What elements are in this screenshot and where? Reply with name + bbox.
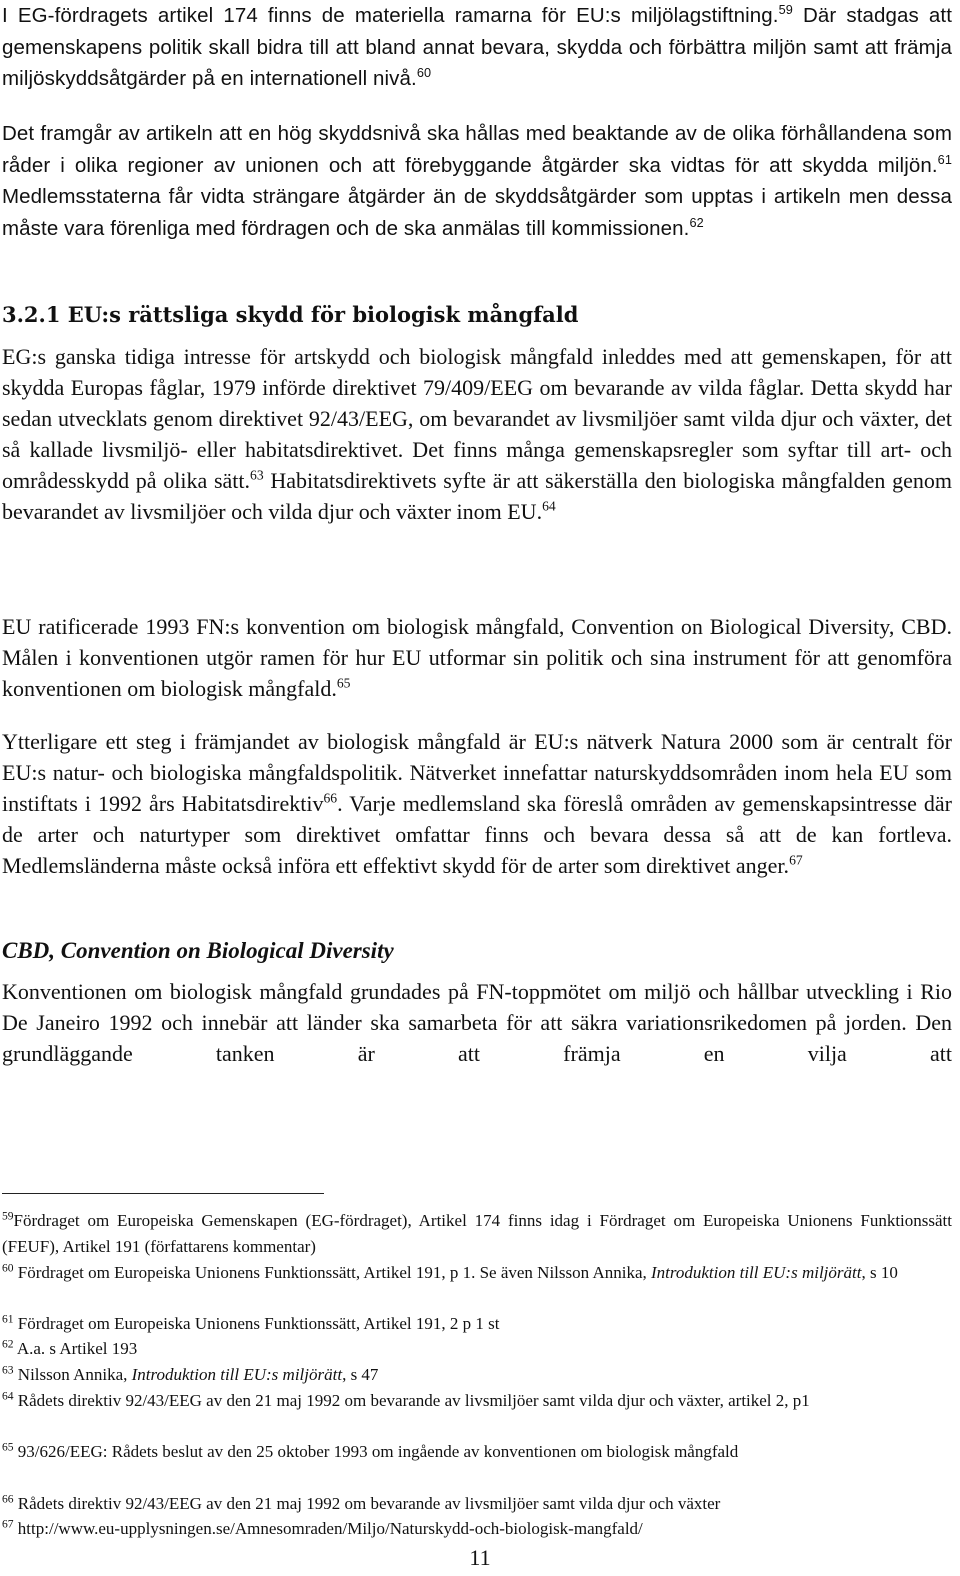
footnote-60	[2, 1260, 952, 1286]
footnote-63	[2, 1362, 952, 1388]
footnote-ref[interactable]: 66	[323, 790, 338, 806]
paragraph-text: Ytterligare ett steg i främjandet av biologisk mångfald är EU:s nätverk Natura 2000 som är centralt för EU:s natur- och biologiska mångfaldspolitik. Nätverket innefattar naturskyddsområden inom hela EU som instiftats i 1992 års Habitatsdirektiv	[2, 729, 952, 816]
paragraph-cbd-ratification	[2, 611, 952, 704]
footnote-number: 62	[2, 1337, 14, 1351]
footnote-text: , s 47	[342, 1365, 379, 1384]
page-number: 11	[469, 1545, 491, 1570]
footnote-number: 65	[2, 1440, 14, 1454]
section-heading: 3.2.1 EU:s rättsliga skydd för biologisk mångfald	[2, 302, 579, 327]
footnote-text: Fördraget om Europeiska Gemenskapen (EG-fördraget), Artikel 174 finns idag i Fördraget om Europeiska Unionens Funktionssätt (FEUF), Artikel 191 (författarens kommentar)	[2, 1211, 952, 1256]
paragraph-cbd-intro	[2, 976, 952, 1069]
footnote-59	[2, 1208, 952, 1260]
paragraph-text: I EG-fördragets artikel 174 finns de materiella ramarna för EU:s miljölagstiftning.	[2, 4, 779, 27]
footnote-65	[2, 1439, 952, 1465]
paragraph-text: EU ratificerade 1993 FN:s konvention om biologisk mångfald, Convention on Biological Diversity, CBD. Målen i konventionen utgör ramen för hur EU utformar sin politik och sina instrument för att genomföra konventionen om biologisk mångfald.	[2, 614, 952, 701]
footnote-text: Rådets direktiv 92/43/EEG av den 21 maj 1992 om bevarande av livsmiljöer samt vilda djur och växter	[13, 1494, 721, 1513]
footnote-text: A.a. s Artikel 193	[13, 1339, 138, 1358]
footnote-number: 60	[2, 1261, 14, 1275]
paragraph-natura-2000	[2, 726, 952, 881]
paragraph-text: Där stadgas att gemenskapens politik skall bidra till att bland annat bevara, skydda och förbättra miljön samt att främja miljöskyddsåtgärder på en internationell nivå.	[2, 4, 953, 90]
footnote-number: 61	[2, 1312, 14, 1326]
footnote-66	[2, 1491, 952, 1517]
footnote-text: 93/626/EEG: Rådets beslut av den 25 oktober 1993 om ingående av konventionen om biologisk mångfald	[13, 1442, 739, 1461]
footnote-ref[interactable]: 67	[789, 852, 803, 868]
footnote-text: Rådets direktiv 92/43/EEG av den 21 maj 1992 om bevarande av livsmiljöer samt vilda djur och växter, artikel 2, p1	[13, 1391, 810, 1410]
footnote-number: 67	[2, 1517, 14, 1531]
paragraph-artskydd	[2, 341, 952, 527]
footnote-text: Fördraget om Europeiska Unionens Funktionssätt, Artikel 191, p 1. Se även Nilsson Annika,	[13, 1263, 651, 1282]
paragraph-text: Det framgår av artikeln att en hög skyddsnivå ska hållas med beaktande av de olika förhållandena som råder i olika regioner av unionen och att förebyggande åtgärder ska vidtas för att skydda miljön.	[2, 122, 952, 177]
paragraph-text: Habitatsdirektivets syfte är att säkerställa den biologiska mångfalden genom bevarandet av livsmiljöer och vilda djur och växter inom EU.	[2, 468, 952, 524]
footnote-ref[interactable]: 62	[689, 214, 704, 230]
footnote-divider	[2, 1193, 324, 1194]
footnote-number: 66	[2, 1492, 14, 1506]
footnote-text: Fördraget om Europeiska Unionens Funktionssätt, Artikel 191, 2 p 1 st	[13, 1314, 500, 1333]
footnote-61	[2, 1311, 952, 1337]
paragraph-text: EG:s ganska tidiga intresse för artskydd och biologisk mångfald inleddes med att gemenskapen, för att skydda Europas fåglar, 1979 införde direktivet 79/409/EEG om bevarande av vilda fåglar. Detta skydd har sedan utvecklats genom direktivet 92/43/EEG, om bevarandet av livsmiljöer samt vilda djur och växter, det så kallade livsmiljö- eller habitatsdirektivet. Det finns många gemenskapsregler som syftar till art- och områdesskydd på olika sätt.	[2, 344, 952, 493]
footnote-ref[interactable]: 63	[250, 467, 264, 483]
footnote-link[interactable]: http://www.eu-upplysningen.se/Amnesomraden/Miljo/Naturskydd-och-biologisk-mangfald/	[13, 1519, 643, 1538]
footnote-book-title: Introduktion till EU:s miljörätt	[651, 1263, 862, 1282]
paragraph-skyddsniva	[2, 118, 952, 244]
footnote-62	[2, 1336, 952, 1362]
footnote-ref[interactable]: 60	[416, 65, 432, 81]
paragraph-eg-article-174	[2, 0, 952, 95]
footnote-book-title: Introduktion till EU:s miljörätt	[131, 1365, 343, 1384]
footnote-text: Nilsson Annika,	[13, 1365, 132, 1384]
footnote-number: 63	[2, 1363, 14, 1377]
footnote-ref[interactable]: 64	[542, 498, 556, 514]
paragraph-text: . Varje medlemsland ska föreslå områden av gemenskapsintresse där de arter och naturtyper som direktivet omfattar finns och bevara dessa så att de kan fortleva. Medlemsländerna måste också införa ett effektivt skydd för de arter som direktivet anger.	[2, 791, 952, 878]
footnote-number: 64	[2, 1389, 14, 1403]
footnote-67	[2, 1516, 952, 1542]
footnote-text: , s 10	[861, 1263, 898, 1282]
paragraph-text: Konventionen om biologisk mångfald grundades på FN-toppmötet om miljö och hållbar utveckling i Rio De Janeiro 1992 och innebär att länder ska samarbeta för att säkra variationsrikedomen på jorden. Den grundläggande tanken är att främja en vilja att	[2, 979, 952, 1066]
footnote-64	[2, 1388, 952, 1414]
footnote-ref[interactable]: 59	[778, 2, 793, 18]
footnote-ref[interactable]: 65	[336, 675, 351, 691]
footnote-ref[interactable]: 61	[937, 151, 952, 167]
footnote-number: 59	[2, 1209, 14, 1223]
subsection-heading: CBD, Convention on Biological Diversity	[2, 938, 394, 963]
paragraph-text: Medlemsstaterna får vidta strängare åtgärder än de skyddsåtgärder som upptas i artikeln men dessa måste vara förenliga med fördragen och de ska anmälas till kommissionen.	[2, 185, 952, 240]
